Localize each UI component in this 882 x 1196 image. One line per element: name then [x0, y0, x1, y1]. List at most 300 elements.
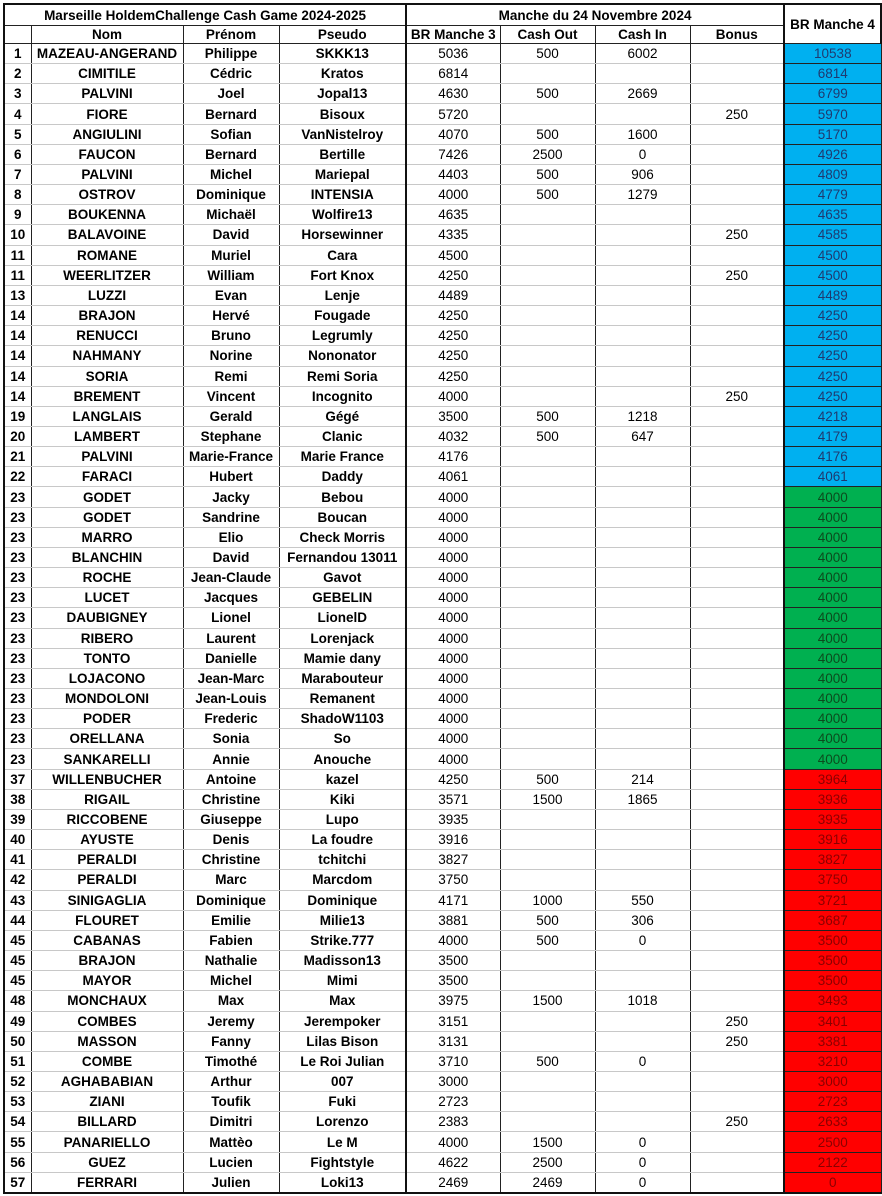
cell-br-manche-3: 4630 [406, 84, 500, 104]
table-row [4, 568, 881, 588]
cell-br-manche-3: 3827 [406, 850, 500, 870]
cell-bonus [690, 668, 784, 688]
cell-prenom: Timothé [183, 1051, 279, 1071]
cell-cash-in: 1600 [595, 124, 690, 144]
cell-pseudo: Fuki [279, 1092, 406, 1112]
cell-cash-out [500, 1071, 595, 1091]
header-nom: Nom [31, 26, 183, 44]
cell-cash-out: 1500 [500, 991, 595, 1011]
cell-prenom: Michaël [183, 205, 279, 225]
cell-cash-in [595, 749, 690, 769]
table-row [4, 164, 881, 184]
cell-br-manche-3: 4000 [406, 668, 500, 688]
cell-br-manche-4: 3964 [784, 769, 881, 789]
cell-rank: 22 [4, 467, 31, 487]
cell-nom: SANKARELLI [31, 749, 183, 769]
cell-bonus [690, 628, 784, 648]
cell-prenom: Jacques [183, 588, 279, 608]
cell-nom: RENUCCI [31, 326, 183, 346]
cell-nom: MONDOLONI [31, 689, 183, 709]
cell-br-manche-3: 3500 [406, 406, 500, 426]
cell-pseudo: Strike.777 [279, 930, 406, 950]
cell-cash-out [500, 870, 595, 890]
cell-cash-in [595, 568, 690, 588]
cell-rank: 13 [4, 285, 31, 305]
table-row [4, 84, 881, 104]
cell-prenom: Lionel [183, 608, 279, 628]
cell-nom: MARRO [31, 527, 183, 547]
table-row [4, 426, 881, 446]
cell-br-manche-4: 6799 [784, 84, 881, 104]
cell-rank: 23 [4, 689, 31, 709]
table-row [4, 467, 881, 487]
table-row [4, 447, 881, 467]
cell-prenom: Hervé [183, 306, 279, 326]
cell-cash-out: 2500 [500, 144, 595, 164]
cell-pseudo: Cara [279, 245, 406, 265]
cell-cash-in [595, 507, 690, 527]
cell-cash-in: 0 [595, 1051, 690, 1071]
cell-bonus [690, 487, 784, 507]
cell-bonus [690, 910, 784, 930]
cell-nom: PERALDI [31, 850, 183, 870]
cell-cash-out: 500 [500, 84, 595, 104]
cell-nom: BRAJON [31, 951, 183, 971]
cell-br-manche-3: 4000 [406, 527, 500, 547]
cell-cash-in [595, 1031, 690, 1051]
cell-br-manche-4: 2500 [784, 1132, 881, 1152]
cell-rank: 5 [4, 124, 31, 144]
table-row [4, 366, 881, 386]
cell-prenom: Sonia [183, 729, 279, 749]
cell-rank: 41 [4, 850, 31, 870]
cell-pseudo: Horsewinner [279, 225, 406, 245]
cell-nom: BRAJON [31, 306, 183, 326]
cell-rank: 10 [4, 225, 31, 245]
table-row [4, 648, 881, 668]
cell-br-manche-3: 3975 [406, 991, 500, 1011]
cell-br-manche-4: 3500 [784, 951, 881, 971]
cell-prenom: Jacky [183, 487, 279, 507]
cell-rank: 11 [4, 265, 31, 285]
cell-bonus [690, 306, 784, 326]
cell-rank: 14 [4, 326, 31, 346]
cell-cash-out: 500 [500, 406, 595, 426]
cell-bonus [690, 467, 784, 487]
cell-prenom: Dimitri [183, 1112, 279, 1132]
table-row [4, 1172, 881, 1193]
cell-cash-in [595, 689, 690, 709]
cell-cash-out [500, 628, 595, 648]
table-row [4, 870, 881, 890]
cell-cash-in [595, 306, 690, 326]
cell-cash-out [500, 467, 595, 487]
cell-prenom: Lucien [183, 1152, 279, 1172]
cell-rank: 14 [4, 386, 31, 406]
cell-prenom: Marc [183, 870, 279, 890]
cell-cash-in [595, 386, 690, 406]
cell-rank: 44 [4, 910, 31, 930]
cell-br-manche-4: 4809 [784, 164, 881, 184]
cell-cash-in: 1218 [595, 406, 690, 426]
cell-br-manche-3: 3935 [406, 809, 500, 829]
cell-cash-in [595, 225, 690, 245]
cell-nom: FAUCON [31, 144, 183, 164]
cell-cash-out [500, 830, 595, 850]
cell-cash-in [595, 830, 690, 850]
cell-cash-out [500, 689, 595, 709]
cell-pseudo: Lenje [279, 285, 406, 305]
cell-pseudo: Kiki [279, 789, 406, 809]
cell-bonus [690, 789, 784, 809]
cell-rank: 14 [4, 366, 31, 386]
cell-prenom: Michel [183, 164, 279, 184]
cell-pseudo: Dominique [279, 890, 406, 910]
table-row [4, 628, 881, 648]
cell-cash-in [595, 729, 690, 749]
cell-bonus [690, 1071, 784, 1091]
cell-br-manche-4: 4489 [784, 285, 881, 305]
cell-br-manche-4: 4218 [784, 406, 881, 426]
cell-cash-in [595, 668, 690, 688]
cell-br-manche-3: 4000 [406, 729, 500, 749]
cell-rank: 2 [4, 64, 31, 84]
cell-br-manche-3: 2469 [406, 1172, 500, 1193]
cell-prenom: David [183, 225, 279, 245]
cell-prenom: Arthur [183, 1071, 279, 1091]
cell-nom: NAHMANY [31, 346, 183, 366]
cell-prenom: Dominique [183, 890, 279, 910]
table-row [4, 225, 881, 245]
cell-prenom: Vincent [183, 386, 279, 406]
table-row [4, 527, 881, 547]
cell-br-manche-4: 0 [784, 1172, 881, 1193]
cell-rank: 45 [4, 951, 31, 971]
cell-rank: 23 [4, 729, 31, 749]
cell-prenom: Frederic [183, 709, 279, 729]
cell-br-manche-3: 4000 [406, 1132, 500, 1152]
cell-rank: 8 [4, 185, 31, 205]
cell-prenom: Danielle [183, 648, 279, 668]
cell-br-manche-3: 3916 [406, 830, 500, 850]
table-row [4, 830, 881, 850]
cell-br-manche-4: 4500 [784, 245, 881, 265]
cell-prenom: Cédric [183, 64, 279, 84]
cell-br-manche-3: 4500 [406, 245, 500, 265]
cell-bonus [690, 507, 784, 527]
cell-bonus [690, 406, 784, 426]
cell-br-manche-4: 4176 [784, 447, 881, 467]
cell-pseudo: Mamie dany [279, 648, 406, 668]
header-pseudo: Pseudo [279, 26, 406, 44]
cell-br-manche-4: 5970 [784, 104, 881, 124]
cell-cash-out: 500 [500, 124, 595, 144]
cell-prenom: Muriel [183, 245, 279, 265]
cell-nom: PALVINI [31, 447, 183, 467]
cell-cash-in: 906 [595, 164, 690, 184]
cell-nom: GODET [31, 507, 183, 527]
cell-rank: 55 [4, 1132, 31, 1152]
cell-nom: LANGLAIS [31, 406, 183, 426]
cell-br-manche-4: 4635 [784, 205, 881, 225]
cell-br-manche-3: 3571 [406, 789, 500, 809]
cell-bonus [690, 124, 784, 144]
table-row [4, 386, 881, 406]
cell-br-manche-4: 4000 [784, 749, 881, 769]
cell-prenom: Michel [183, 971, 279, 991]
cell-rank: 48 [4, 991, 31, 1011]
cell-prenom: Annie [183, 749, 279, 769]
cell-prenom: Stephane [183, 426, 279, 446]
cell-rank: 3 [4, 84, 31, 104]
cell-br-manche-3: 4250 [406, 366, 500, 386]
cell-pseudo: Lilas Bison [279, 1031, 406, 1051]
cell-nom: FERRARI [31, 1172, 183, 1193]
cell-rank: 54 [4, 1112, 31, 1132]
cell-nom: AGHABABIAN [31, 1071, 183, 1091]
cell-pseudo: LionelD [279, 608, 406, 628]
cell-br-manche-4: 3935 [784, 809, 881, 829]
cell-cash-out [500, 205, 595, 225]
cell-nom: CABANAS [31, 930, 183, 950]
cell-bonus: 250 [690, 1112, 784, 1132]
cell-prenom: Jean-Marc [183, 668, 279, 688]
cell-br-manche-3: 4622 [406, 1152, 500, 1172]
cell-rank: 23 [4, 547, 31, 567]
cell-cash-in [595, 245, 690, 265]
cell-prenom: Norine [183, 346, 279, 366]
cell-prenom: Joel [183, 84, 279, 104]
cell-br-manche-3: 4489 [406, 285, 500, 305]
cell-rank: 49 [4, 1011, 31, 1031]
cell-pseudo: Milie13 [279, 910, 406, 930]
cell-cash-in [595, 628, 690, 648]
table-row [4, 1031, 881, 1051]
table-row [4, 608, 881, 628]
cell-bonus [690, 1152, 784, 1172]
cell-pseudo: Gavot [279, 568, 406, 588]
table-row [4, 1092, 881, 1112]
table-row [4, 588, 881, 608]
cell-nom: GODET [31, 487, 183, 507]
cell-nom: LUCET [31, 588, 183, 608]
cell-br-manche-4: 4000 [784, 628, 881, 648]
cell-nom: ZIANI [31, 1092, 183, 1112]
cell-br-manche-4: 4179 [784, 426, 881, 446]
cell-br-manche-3: 4000 [406, 185, 500, 205]
header-rank [4, 26, 31, 44]
table-row [4, 64, 881, 84]
cell-br-manche-3: 4000 [406, 709, 500, 729]
cell-nom: BALAVOINE [31, 225, 183, 245]
cell-bonus [690, 689, 784, 709]
championship-title: Marseille HoldemChallenge Cash Game 2024-2025 [4, 4, 406, 26]
cell-rank: 23 [4, 648, 31, 668]
cell-rank: 51 [4, 1051, 31, 1071]
cell-br-manche-3: 4000 [406, 930, 500, 950]
cell-br-manche-4: 4000 [784, 507, 881, 527]
cell-prenom: Nathalie [183, 951, 279, 971]
cell-cash-in: 0 [595, 930, 690, 950]
cell-rank: 21 [4, 447, 31, 467]
cell-br-manche-3: 7426 [406, 144, 500, 164]
cell-bonus [690, 144, 784, 164]
cell-br-manche-3: 4403 [406, 164, 500, 184]
table-row [4, 668, 881, 688]
cell-br-manche-4: 4250 [784, 306, 881, 326]
cell-cash-in: 6002 [595, 44, 690, 64]
cell-br-manche-3: 4250 [406, 265, 500, 285]
table-row [4, 245, 881, 265]
cell-rank: 43 [4, 890, 31, 910]
cell-br-manche-4: 4061 [784, 467, 881, 487]
table-row [4, 285, 881, 305]
cell-prenom: Sandrine [183, 507, 279, 527]
cell-cash-in [595, 1112, 690, 1132]
cell-br-manche-4: 4000 [784, 689, 881, 709]
cell-rank: 50 [4, 1031, 31, 1051]
cell-bonus [690, 205, 784, 225]
table-row [4, 729, 881, 749]
cell-pseudo: Nononator [279, 346, 406, 366]
cell-rank: 20 [4, 426, 31, 446]
cell-bonus [690, 951, 784, 971]
cell-rank: 23 [4, 588, 31, 608]
cell-pseudo: Daddy [279, 467, 406, 487]
cell-prenom: Dominique [183, 185, 279, 205]
cell-prenom: Jean-Claude [183, 568, 279, 588]
cell-rank: 38 [4, 789, 31, 809]
cell-prenom: Julien [183, 1172, 279, 1193]
cell-br-manche-4: 4500 [784, 265, 881, 285]
cell-br-manche-3: 2383 [406, 1112, 500, 1132]
cell-br-manche-3: 3500 [406, 951, 500, 971]
cell-pseudo: Wolfire13 [279, 205, 406, 225]
cell-pseudo: Fightstyle [279, 1152, 406, 1172]
cell-prenom: Fabien [183, 930, 279, 950]
cell-cash-in [595, 527, 690, 547]
cell-rank: 11 [4, 245, 31, 265]
cell-nom: RICCOBENE [31, 809, 183, 829]
cell-bonus [690, 809, 784, 829]
cell-br-manche-4: 5170 [784, 124, 881, 144]
cell-rank: 23 [4, 749, 31, 769]
cell-cash-in [595, 648, 690, 668]
cell-cash-out [500, 951, 595, 971]
cell-rank: 40 [4, 830, 31, 850]
table-row [4, 507, 881, 527]
cell-pseudo: Anouche [279, 749, 406, 769]
cell-prenom: Giuseppe [183, 809, 279, 829]
cell-rank: 6 [4, 144, 31, 164]
cell-bonus: 250 [690, 1011, 784, 1031]
cell-cash-in: 550 [595, 890, 690, 910]
cell-nom: BLANCHIN [31, 547, 183, 567]
cell-bonus [690, 1051, 784, 1071]
cell-pseudo: Mimi [279, 971, 406, 991]
cell-cash-in: 1865 [595, 789, 690, 809]
cell-nom: PALVINI [31, 164, 183, 184]
cell-br-manche-3: 3710 [406, 1051, 500, 1071]
table-row [4, 1132, 881, 1152]
cell-rank: 52 [4, 1071, 31, 1091]
cell-cash-out [500, 1112, 595, 1132]
cell-cash-out [500, 709, 595, 729]
cell-nom: SORIA [31, 366, 183, 386]
table-row [4, 991, 881, 1011]
cell-nom: FLOURET [31, 910, 183, 930]
cell-cash-out [500, 850, 595, 870]
cell-cash-out: 500 [500, 1051, 595, 1071]
cell-cash-in [595, 487, 690, 507]
cell-br-manche-3: 4000 [406, 507, 500, 527]
cell-cash-out [500, 447, 595, 467]
cell-br-manche-3: 4000 [406, 628, 500, 648]
cell-pseudo: La foudre [279, 830, 406, 850]
cell-cash-in: 647 [595, 426, 690, 446]
cell-cash-in [595, 588, 690, 608]
cell-pseudo: Max [279, 991, 406, 1011]
cell-cash-in [595, 971, 690, 991]
cell-cash-in [595, 1011, 690, 1031]
cell-bonus [690, 769, 784, 789]
table-row [4, 205, 881, 225]
cell-br-manche-4: 2723 [784, 1092, 881, 1112]
cell-br-manche-3: 3881 [406, 910, 500, 930]
table-row [4, 709, 881, 729]
cell-br-manche-4: 3000 [784, 1071, 881, 1091]
cell-rank: 57 [4, 1172, 31, 1193]
cell-br-manche-4: 3210 [784, 1051, 881, 1071]
cell-pseudo: Lorenzo [279, 1112, 406, 1132]
cell-nom: DAUBIGNEY [31, 608, 183, 628]
cell-bonus [690, 1172, 784, 1193]
cell-br-manche-4: 4000 [784, 568, 881, 588]
cell-nom: ROCHE [31, 568, 183, 588]
cell-cash-in [595, 547, 690, 567]
cell-cash-out [500, 729, 595, 749]
cell-cash-out [500, 588, 595, 608]
cell-nom: WILLENBUCHER [31, 769, 183, 789]
table-row [4, 265, 881, 285]
cell-prenom: Denis [183, 830, 279, 850]
table-row [4, 44, 881, 64]
cell-cash-out [500, 326, 595, 346]
cell-rank: 42 [4, 870, 31, 890]
cell-cash-out: 2500 [500, 1152, 595, 1172]
cell-pseudo: Bebou [279, 487, 406, 507]
cell-rank: 39 [4, 809, 31, 829]
cell-prenom: William [183, 265, 279, 285]
cell-cash-out [500, 346, 595, 366]
cell-rank: 53 [4, 1092, 31, 1112]
cell-br-manche-3: 5036 [406, 44, 500, 64]
cell-rank: 23 [4, 527, 31, 547]
cell-cash-out [500, 386, 595, 406]
table-row [4, 406, 881, 426]
cell-bonus [690, 84, 784, 104]
cell-bonus [690, 1132, 784, 1152]
cell-bonus [690, 729, 784, 749]
cell-nom: LAMBERT [31, 426, 183, 446]
cell-prenom: Jean-Louis [183, 689, 279, 709]
cell-br-manche-3: 4635 [406, 205, 500, 225]
cell-br-manche-3: 4000 [406, 588, 500, 608]
table-row [4, 104, 881, 124]
cell-pseudo: Madisson13 [279, 951, 406, 971]
cell-bonus [690, 1092, 784, 1112]
cell-nom: COMBES [31, 1011, 183, 1031]
